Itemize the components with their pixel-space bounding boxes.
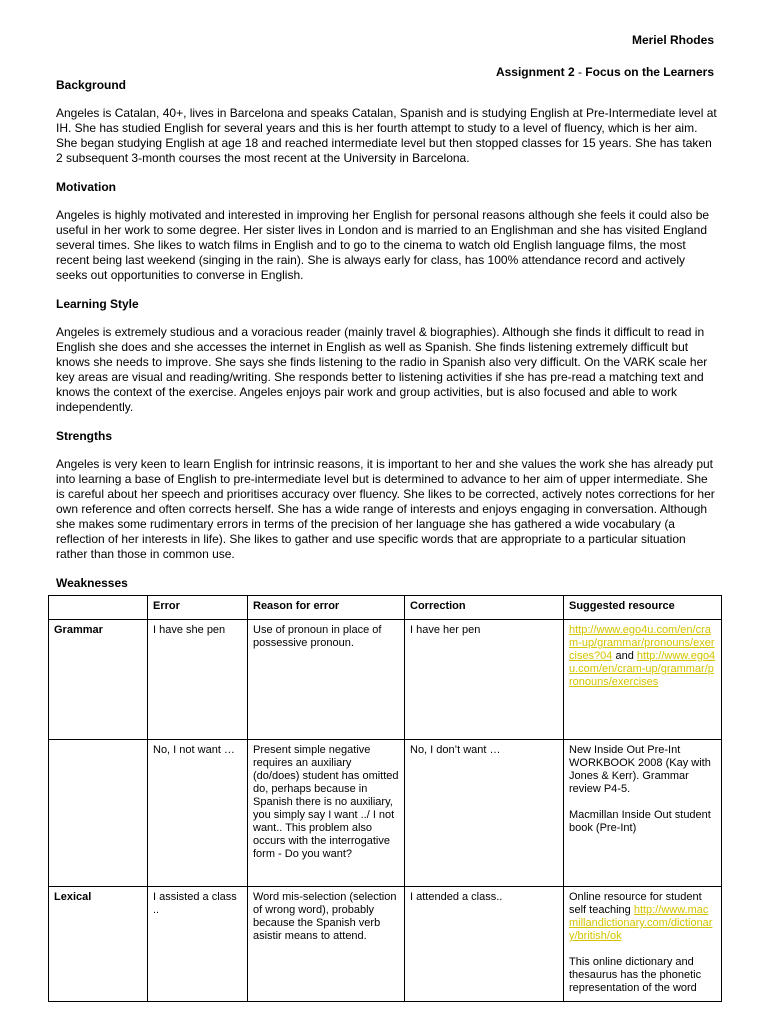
table-cell-resource	[564, 620, 722, 740]
table-row-category: Lexical	[49, 887, 148, 1002]
assignment-separator: -	[574, 65, 586, 79]
resource-link[interactable]: http://www.macmillandictionary.com/dictionary/british/ok	[569, 904, 713, 942]
table-header-cell: Suggested resource	[564, 596, 722, 620]
table-row	[49, 620, 722, 740]
table-cell-resource	[564, 740, 722, 887]
table-cell-error: I assisted a class ..	[148, 887, 248, 1002]
resource-text: Macmillan Inside Out student book (Pre-Int)	[569, 809, 711, 834]
section-strengths	[56, 429, 718, 562]
section-background	[56, 78, 718, 166]
section-paragraph: Angeles is very keen to learn English for intrinsic reasons, it is important to her and she values the work she has already put into learning a base of English to pre-intermediate level but is determined to advance to her aim of upper intermediate. She is careful about her speech and prioritises accuracy over fluency. She likes to be corrected, actively notes corrections for her own reference and often corrects herself. She has a wide range of interests and enjoys engaging in conversation. Although she makes some rudimentary errors in terms of the precision of her language she has gathered a wide vocabulary (a reflection of her interests in life). She likes to gather and use specific words that are appropriate to a particular situation rather than those in common use.	[56, 457, 715, 561]
table-header-row	[49, 596, 722, 620]
table-cell-error: No, I not want …	[148, 740, 248, 887]
table-cell-correction: No, I don’t want …	[405, 740, 564, 887]
resource-text: Online resource for student self teaching	[569, 891, 702, 916]
section-heading: Motivation	[56, 180, 116, 194]
author-name: Meriel Rhodes	[631, 33, 714, 47]
table-cell-reason: Use of pronoun in place of possessive pronoun.	[248, 620, 405, 740]
weaknesses-table	[48, 595, 722, 1002]
resource-text: New Inside Out Pre-Int WORKBOOK 2008 (Kay with Jones & Kerr). Grammar review P4-5.	[569, 744, 711, 795]
table-row	[49, 740, 722, 887]
assignment-subtitle: Focus on the Learners	[585, 65, 714, 79]
section-motivation	[56, 180, 718, 283]
assignment-number: Assignment 2	[495, 65, 575, 79]
table-cell-reason: Present simple negative requires an auxiliary (do/does) student has omitted do, perhaps because in Spanish there is no auxiliary, you simply say I want ../ I not want.. This problem also occurs with the interrogative form - Do you want?	[248, 740, 405, 887]
table-cell-resource	[564, 887, 722, 1002]
document-body	[56, 78, 718, 591]
section-heading: Background	[56, 78, 127, 92]
section-heading: Learning Style	[56, 297, 139, 311]
table-header-cell	[49, 596, 148, 620]
table-header-cell: Reason for error	[248, 596, 405, 620]
section-weaknesses	[56, 576, 718, 591]
section-heading: Weaknesses	[56, 576, 128, 590]
resource-text: This online dictionary and thesaurus has the phonetic representation of the word	[569, 956, 702, 994]
table-row-category: Grammar	[49, 620, 148, 740]
table-row-category	[49, 740, 148, 887]
section-paragraph: Angeles is highly motivated and interested in improving her English for personal reasons although she feels it could also be useful in her work to some degree. Her sister lives in London and is married to an Englishman and she has visited England several times. She likes to watch films in English and to go to the cinema to watch old English language films, the most recent being last weekend (singing in the rain). She is always early for class, has 100% attendance record and actively seeks out opportunities to converse in English.	[56, 208, 710, 282]
resource-link[interactable]: http://www.ego4u.com/en/cram-up/grammar/pronouns/exercises	[569, 650, 716, 688]
table-header-cell: Error	[148, 596, 248, 620]
resource-and: and	[612, 650, 634, 662]
table-row	[49, 887, 722, 1002]
section-paragraph: Angeles is extremely studious and a voracious reader (mainly travel & biographies). Although she finds it difficult to read in English she does and she accesses the internet in English as well as Spanish. She finds listening extremely difficult but knows she needs to improve. She says she finds listening to the radio in Spanish also very difficult. On the VARK scale her key areas are visual and reading/writing. She responds better to listening activities if she has pre-read a matching text and knows the context of the exercise. Angeles enjoys pair work and group activities, but is also focused and able to work independently.	[56, 325, 708, 414]
table-cell-correction: I have her pen	[405, 620, 564, 740]
table-cell-reason: Word mis-selection (selection of wrong word), probably because the Spanish verb asistir means to attend.	[248, 887, 405, 1002]
section-learning-style	[56, 297, 718, 415]
section-paragraph: Angeles is Catalan, 40+, lives in Barcelona and speaks Catalan, Spanish and is studying English at Pre-Intermediate level at IH. She has studied English for several years and this is her fourth attempt to study to a level of fluency, which is her aim. She began studying English at age 18 and reached intermediate level but then stopped classes for 15 years. She has taken 2 subsequent 3-month courses the most recent at the University in Barcelona.	[56, 106, 717, 165]
section-heading: Strengths	[56, 429, 113, 443]
table-cell-correction: I attended a class..	[405, 887, 564, 1002]
table-cell-error: I have she pen	[148, 620, 248, 740]
table-header-cell: Correction	[405, 596, 564, 620]
resource-link[interactable]: http://www.ego4u.com/en/cram-up/grammar/pronouns/exercises?04	[569, 624, 715, 662]
